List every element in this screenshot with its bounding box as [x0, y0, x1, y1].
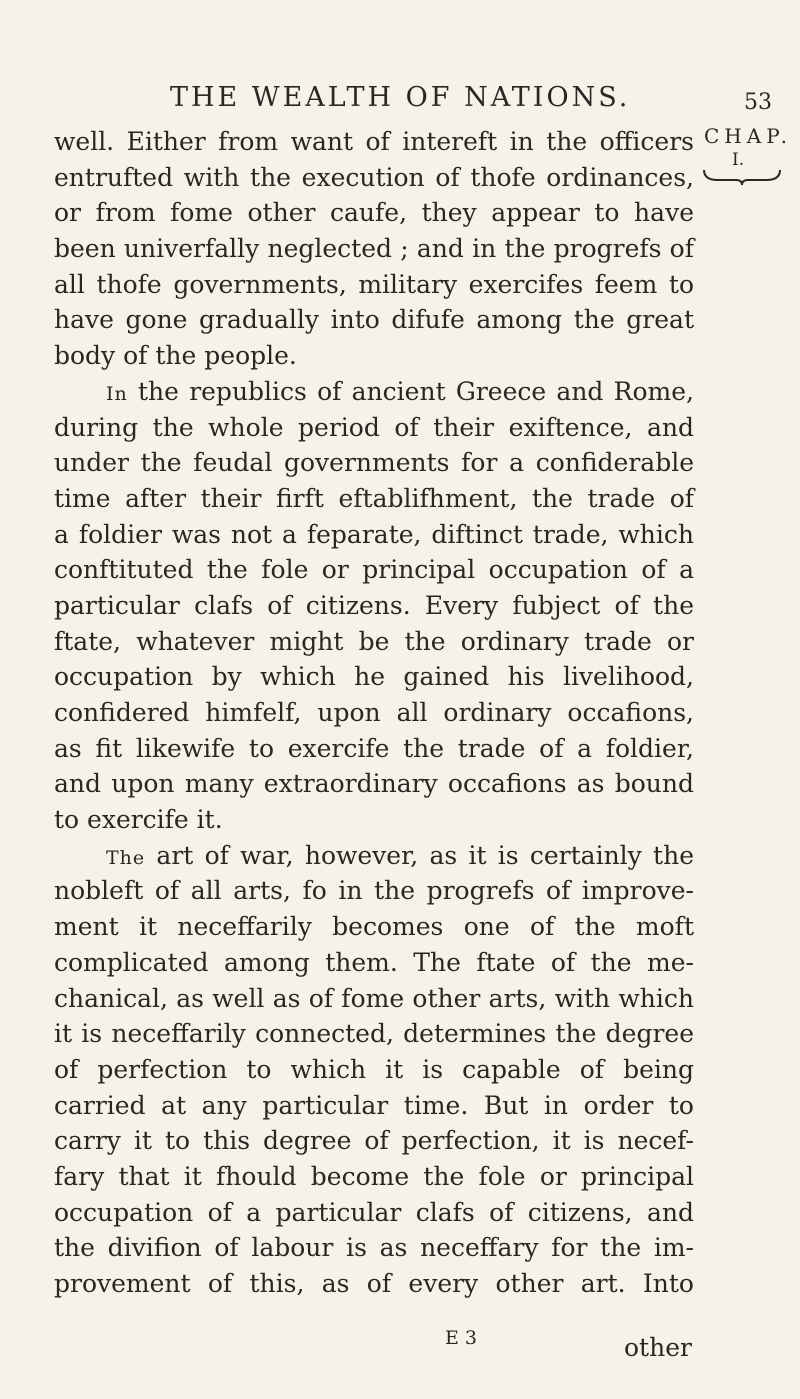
text-line: conftituted the fole or principal occupation of a	[54, 555, 694, 585]
first-line-text: the republics of ancient Greece and Rome,	[127, 376, 694, 406]
text-line: the divifion of labour is as neceffary for the im-	[54, 1233, 694, 1263]
small-caps-lead: In	[106, 382, 128, 405]
text-line: well. Either from want of intereft in the officers	[54, 127, 694, 156]
text-line: occupation by which he gained his livelihood,	[54, 662, 694, 692]
text-line: fary that it fhould become the fole or principal	[54, 1161, 694, 1191]
text-line: it is neceffarily connected, determines the degree	[54, 1019, 694, 1049]
paragraph-first-line	[54, 838, 694, 874]
margin-brace-icon	[702, 168, 782, 186]
signature-mark: E 3	[445, 1327, 477, 1349]
page-number: 53	[744, 90, 772, 115]
text-line: complicated among them. The ftate of the me-	[54, 947, 694, 977]
text-line: occupation of a particular clafs of citizens, and	[54, 1197, 694, 1227]
first-line-text: art of war, however, as it is certainly the	[145, 840, 694, 870]
text-line: particular clafs of citizens. Every fubject of the	[54, 590, 694, 620]
body-text	[54, 124, 694, 1302]
text-line: entrufted with the execution of thofe ordinances,	[54, 162, 694, 192]
text-line: ment it neceffarily becomes one of the moft	[54, 912, 694, 942]
text-line: of perfection to which it is capable of being	[54, 1054, 694, 1084]
text-line: confidered himfelf, upon all ordinary occafions,	[54, 698, 694, 727]
catchword: other	[624, 1333, 692, 1362]
text-line: body of the people.	[54, 341, 297, 371]
text-line: chanical, as well as of fome other arts, with which	[54, 983, 694, 1013]
text-line: carried at any particular time. But in order to	[54, 1090, 694, 1120]
margin-chapter-label: CHAP.	[704, 124, 792, 148]
text-line: and upon many extraordinary occafions as bound	[54, 769, 694, 799]
text-line: all thofe governments, military exercifes feem to	[54, 269, 694, 299]
paragraph-first-line	[54, 374, 694, 410]
text-line: time after their firft eftablifhment, the trade of	[54, 483, 694, 513]
text-line: carry it to this degree of perfection, it is necef-	[54, 1126, 694, 1156]
text-line: nobleft of all arts, fo in the progrefs of improve-	[54, 876, 694, 906]
small-caps-lead: The	[106, 846, 146, 869]
text-line: or from fome other caufe, they appear to have	[54, 198, 694, 228]
text-line: to exercife it.	[54, 805, 223, 835]
text-line: during the whole period of their exiftence, and	[54, 412, 694, 442]
margin-chapter-number: I.	[732, 150, 745, 170]
text-line: as fit likewife to exercife the trade of a foldier,	[54, 733, 694, 763]
text-line: under the feudal governments for a confiderable	[54, 448, 694, 478]
text-line: provement of this, as of every other art. Into	[54, 1269, 694, 1298]
text-line: a foldier was not a feparate, diftinct trade, which	[54, 519, 694, 549]
running-title: THE WEALTH OF NATIONS.	[170, 82, 631, 113]
text-line: been univerfally neglected ; and in the progrefs of	[54, 234, 694, 264]
text-line: ftate, whatever might be the ordinary trade or	[54, 626, 694, 656]
text-line: have gone gradually into difufe among the great	[54, 305, 694, 335]
